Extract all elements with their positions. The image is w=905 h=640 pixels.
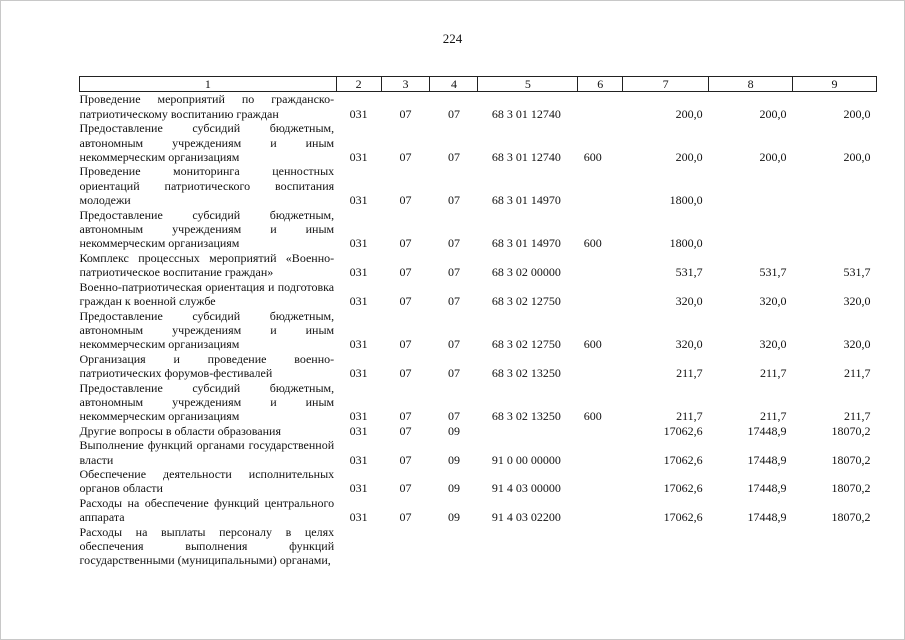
row-amount-year3: 320,0 xyxy=(843,337,871,352)
row-subsection: 07 xyxy=(447,337,460,352)
row-target-article: 91 4 03 00000 xyxy=(491,481,561,496)
row-amount-year3 xyxy=(793,164,877,207)
row-gr-code: 031 xyxy=(349,150,368,165)
row-amount-year2: 17448,9 xyxy=(747,510,787,525)
row-target-article: 68 3 02 12750 xyxy=(491,337,561,352)
row-subsection: 07 xyxy=(447,236,460,251)
row-name: Обеспечение деятельности исполнительных органов области xyxy=(79,466,335,496)
row-expense-type: 600 xyxy=(583,337,602,352)
row-target-article: 68 3 01 12740 xyxy=(491,150,561,165)
row-name: Предоставление субсидий бюджетным, автономным учреждениям и иным некоммерческим организациям xyxy=(79,380,335,424)
row-section: 07 xyxy=(399,193,412,208)
table-row xyxy=(80,525,877,568)
column-header: 5 xyxy=(478,77,578,92)
table-row xyxy=(80,309,877,352)
row-section xyxy=(381,525,430,568)
row-amount-year1: 211,7 xyxy=(676,366,703,381)
row-subsection: 07 xyxy=(447,265,460,280)
row-amount-year2: 531,7 xyxy=(759,265,787,280)
row-amount-year2: 17448,9 xyxy=(747,452,787,467)
row-subsection: 07 xyxy=(447,294,460,309)
row-amount-year2: 320,0 xyxy=(759,337,787,352)
row-name: Расходы на обеспечение функций центрального аппарата xyxy=(79,495,335,525)
row-section: 07 xyxy=(399,481,412,496)
row-target-article: 68 3 02 00000 xyxy=(491,265,561,280)
row-target-article: 91 0 00 00000 xyxy=(491,452,561,467)
row-amount-year3: 211,7 xyxy=(843,366,871,381)
table-row xyxy=(80,208,877,251)
row-subsection: 07 xyxy=(447,106,460,121)
table-row xyxy=(80,251,877,280)
row-target-article xyxy=(478,424,578,438)
row-section: 07 xyxy=(399,409,412,424)
table-row xyxy=(80,467,877,496)
row-subsection: 09 xyxy=(447,481,460,496)
row-name: Предоставление субсидий бюджетным, автономным учреждениям и иным некоммерческим организациям xyxy=(79,308,335,352)
row-amount-year1: 17062,6 xyxy=(663,452,703,467)
row-amount-year3: 18070,2 xyxy=(831,452,871,467)
row-gr-code: 031 xyxy=(349,423,368,438)
row-section: 07 xyxy=(399,150,412,165)
table-row xyxy=(80,381,877,424)
row-subsection xyxy=(430,525,478,568)
row-gr-code: 031 xyxy=(349,106,368,121)
table-row xyxy=(80,92,877,121)
row-section: 07 xyxy=(399,423,412,438)
row-subsection: 09 xyxy=(447,423,460,438)
row-amount-year3: 18070,2 xyxy=(831,481,871,496)
row-name: Военно-патриотическая ориентация и подготовка граждан к военной службе xyxy=(79,279,335,309)
row-gr-code: 031 xyxy=(349,510,368,525)
row-amount-year3: 211,7 xyxy=(843,409,871,424)
row-gr-code: 031 xyxy=(349,366,368,381)
row-gr-code: 031 xyxy=(349,193,368,208)
row-amount-year2: 211,7 xyxy=(759,409,787,424)
row-amount-year3 xyxy=(793,208,877,251)
row-amount-year1: 1800,0 xyxy=(669,193,703,208)
row-expense-type xyxy=(578,164,623,207)
row-gr-code: 031 xyxy=(349,481,368,496)
row-section: 07 xyxy=(399,452,412,467)
row-subsection: 07 xyxy=(447,150,460,165)
row-target-article: 68 3 02 13250 xyxy=(491,409,561,424)
row-name: Комплекс процессных мероприятий «Военно-патриотическое воспитание граждан» xyxy=(79,250,335,280)
row-target-article: 68 3 02 12750 xyxy=(491,294,561,309)
row-name: Другие вопросы в области образования xyxy=(79,423,281,438)
row-amount-year2: 211,7 xyxy=(759,366,787,381)
row-amount-year1 xyxy=(623,525,709,568)
row-amount-year3: 320,0 xyxy=(843,294,871,309)
row-amount-year2: 200,0 xyxy=(759,150,787,165)
row-expense-type xyxy=(578,438,623,467)
table-row xyxy=(80,280,877,309)
table-row xyxy=(80,352,877,381)
row-name: Проведение мероприятий по гражданско-патриотическому воспитанию граждан xyxy=(79,92,335,121)
row-amount-year3: 531,7 xyxy=(843,265,871,280)
row-expense-type: 600 xyxy=(583,150,602,165)
row-amount-year1: 320,0 xyxy=(675,337,703,352)
row-expense-type xyxy=(578,467,623,496)
row-name: Предоставление субсидий бюджетным, автономным учреждениям и иным некоммерческим организациям xyxy=(79,121,335,165)
budget-table xyxy=(79,76,877,568)
page-number: 224 xyxy=(442,31,463,46)
row-amount-year1: 1800,0 xyxy=(669,236,703,251)
row-name: Проведение мониторинга ценностных ориентаций патриотического воспитания молодежи xyxy=(79,164,335,208)
row-gr-code xyxy=(336,525,381,568)
row-gr-code: 031 xyxy=(349,409,368,424)
column-header: 8 xyxy=(709,77,793,92)
column-header: 2 xyxy=(336,77,381,92)
row-target-article xyxy=(478,525,578,568)
row-amount-year1: 211,7 xyxy=(676,409,703,424)
row-amount-year1: 17062,6 xyxy=(663,481,703,496)
row-section: 07 xyxy=(399,236,412,251)
row-gr-code: 031 xyxy=(349,337,368,352)
column-header: 7 xyxy=(623,77,709,92)
row-gr-code: 031 xyxy=(349,265,368,280)
row-amount-year2: 17448,9 xyxy=(747,481,787,496)
row-gr-code: 031 xyxy=(349,236,368,251)
row-target-article: 68 3 01 12740 xyxy=(491,106,561,121)
row-gr-code: 031 xyxy=(349,452,368,467)
row-section: 07 xyxy=(399,366,412,381)
row-amount-year2: 17448,9 xyxy=(747,423,787,438)
row-expense-type xyxy=(578,525,623,568)
table-row xyxy=(80,424,877,438)
row-section: 07 xyxy=(399,106,412,121)
table-row xyxy=(80,438,877,467)
column-header: 1 xyxy=(80,77,337,92)
row-subsection: 07 xyxy=(447,366,460,381)
row-amount-year3: 200,0 xyxy=(843,150,871,165)
row-name: Организация и проведение военно-патриотических форумов-фестивалей xyxy=(79,351,335,381)
row-subsection: 07 xyxy=(447,409,460,424)
row-amount-year2: 320,0 xyxy=(759,294,787,309)
row-amount-year2 xyxy=(709,525,793,568)
row-expense-type xyxy=(578,280,623,309)
row-target-article: 68 3 01 14970 xyxy=(491,193,561,208)
row-amount-year1: 200,0 xyxy=(675,106,703,121)
row-gr-code: 031 xyxy=(349,294,368,309)
row-subsection: 09 xyxy=(447,510,460,525)
row-name: Выполнение функций органами государственной власти xyxy=(79,438,335,467)
row-amount-year1: 320,0 xyxy=(675,294,703,309)
row-expense-type xyxy=(578,251,623,280)
column-header: 3 xyxy=(381,77,430,92)
row-name: Расходы на выплаты персоналу в целях обеспечения выполнения функций государственными (муниципальными) органами, xyxy=(79,524,335,568)
row-section: 07 xyxy=(399,265,412,280)
row-amount-year1: 531,7 xyxy=(675,265,703,280)
row-expense-type xyxy=(578,352,623,381)
row-expense-type: 600 xyxy=(583,409,602,424)
row-subsection: 07 xyxy=(447,193,460,208)
table-row xyxy=(80,496,877,525)
row-expense-type xyxy=(578,92,623,121)
row-amount-year2 xyxy=(709,164,793,207)
row-amount-year3 xyxy=(793,525,877,568)
column-header: 4 xyxy=(430,77,478,92)
row-amount-year1: 17062,6 xyxy=(663,423,703,438)
column-header: 9 xyxy=(793,77,877,92)
row-expense-type xyxy=(578,496,623,525)
column-number-row xyxy=(80,77,877,92)
row-subsection: 09 xyxy=(447,452,460,467)
row-amount-year1: 200,0 xyxy=(675,150,703,165)
row-target-article: 68 3 02 13250 xyxy=(491,366,561,381)
row-section: 07 xyxy=(399,337,412,352)
row-amount-year3: 200,0 xyxy=(843,106,871,121)
table-row xyxy=(80,164,877,207)
row-section: 07 xyxy=(399,294,412,309)
row-amount-year2 xyxy=(709,208,793,251)
table-row xyxy=(80,121,877,164)
row-section: 07 xyxy=(399,510,412,525)
row-amount-year3: 18070,2 xyxy=(831,510,871,525)
row-expense-type: 600 xyxy=(583,236,602,251)
row-amount-year3: 18070,2 xyxy=(831,423,871,438)
row-expense-type xyxy=(578,424,623,438)
row-target-article: 68 3 01 14970 xyxy=(491,236,561,251)
column-header: 6 xyxy=(578,77,623,92)
row-name: Предоставление субсидий бюджетным, автономным учреждениям и иным некоммерческим организациям xyxy=(79,207,335,251)
row-amount-year1: 17062,6 xyxy=(663,510,703,525)
row-target-article: 91 4 03 02200 xyxy=(491,510,561,525)
row-amount-year2: 200,0 xyxy=(759,106,787,121)
